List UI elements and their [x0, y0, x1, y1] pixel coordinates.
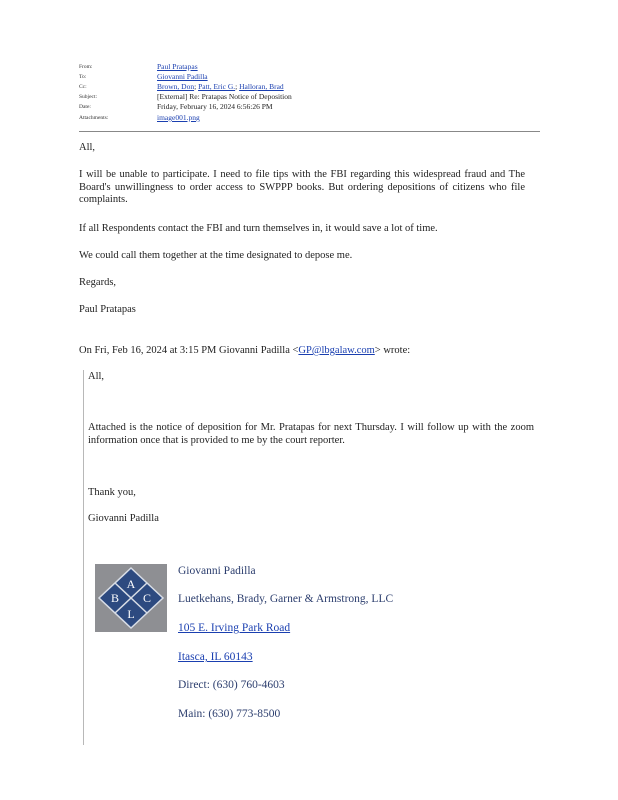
subject-label: Subject: [79, 94, 98, 100]
subject-value: [External] Re: Pratapas Notice of Deposition [157, 92, 292, 101]
firm-logo [95, 564, 167, 632]
quoted-email-link[interactable]: GP@lbgalaw.com [298, 345, 375, 356]
quoted-paragraph: Attached is the notice of deposition for Mr. Pratapas for next Thursday. I will follow up with the zoom information once that is provided to me by the court reporter. [88, 422, 534, 446]
to-label: To: [79, 74, 87, 80]
logo-letter-c: C [142, 591, 152, 605]
cc-recipient[interactable]: Halloran, Brad [239, 82, 284, 91]
reply-paragraph-2: If all Respondents contact the FBI and turn themselves in, it would save a lot of time. [79, 223, 438, 234]
reply-closing: Regards, [79, 277, 117, 288]
attachment-link[interactable]: image001.png [157, 113, 200, 122]
logo-letter-l: L [127, 607, 135, 621]
sig-direct-phone: Direct: (630) 760-4603 [178, 679, 285, 691]
reply-greeting: All, [79, 142, 96, 153]
from-value[interactable]: Paul Pratapas [157, 62, 198, 71]
cc-recipient[interactable]: Patt, Eric G. [198, 82, 236, 91]
reply-signature: Paul Pratapas [79, 304, 136, 315]
quoted-greeting: All, [88, 371, 105, 382]
firm-logo-mark [95, 564, 167, 632]
quoted-closing: Thank you, [88, 487, 136, 498]
sig-address-city[interactable]: Itasca, IL 60143 [178, 651, 253, 663]
reply-paragraph-1: I will be unable to participate. I need to file tips with the FBI regarding this widespread fraud and The Board's unwillingness to order access to SWPPP books. But ordering depositions of citizens who file complaints. [79, 169, 525, 205]
sig-name: Giovanni Padilla [178, 565, 256, 577]
cc-values [157, 82, 284, 92]
attachments-label: Attachments: [79, 115, 109, 121]
quoted-attribution-prefix: On Fri, Feb 16, 2024 at 3:15 PM Giovanni Padilla < [79, 345, 299, 356]
quoted-name: Giovanni Padilla [88, 513, 159, 524]
reply-paragraph-3: We could call them together at the time designated to depose me. [79, 250, 353, 261]
sig-address-street[interactable]: 105 E. Irving Park Road [178, 622, 291, 634]
quote-bar [83, 370, 84, 745]
date-label: Date: [79, 104, 91, 110]
logo-letter-b: B [110, 591, 120, 605]
sig-main-phone: Main: (630) 773-8500 [178, 708, 281, 720]
cc-label: Cc: [79, 84, 87, 90]
date-value: Friday, February 16, 2024 6:56:26 PM [157, 102, 273, 111]
to-value[interactable]: Giovanni Padilla [157, 72, 208, 81]
quoted-attribution [79, 345, 525, 358]
logo-letter-a: A [126, 577, 136, 591]
sig-firm: Luetkehans, Brady, Garner & Armstrong, LLC [178, 593, 394, 605]
cc-recipient[interactable]: Brown, Don [157, 82, 195, 91]
from-label: From: [79, 64, 93, 70]
header-divider [79, 131, 540, 132]
cc-separator: ; [235, 82, 238, 91]
cc-separator: ; [194, 82, 197, 91]
quoted-attribution-suffix: > wrote: [374, 345, 411, 356]
